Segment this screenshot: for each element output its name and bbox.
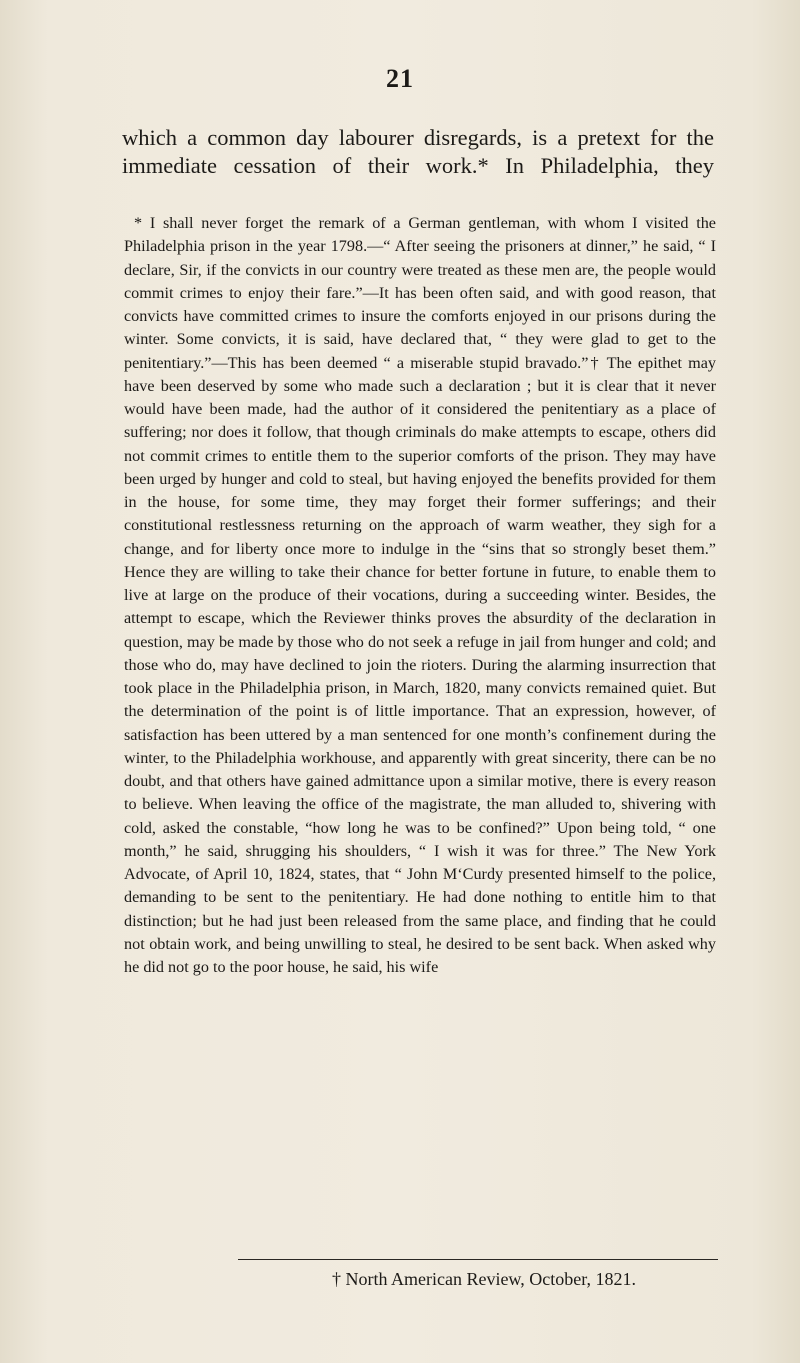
bottom-footnote: † North American Review, October, 1821. — [331, 1269, 637, 1289]
footnote — [124, 212, 716, 979]
footnote-paragraph: * I shall never forget the remark of a German gentleman, with whom I visited the Philadelphia prison in the year 1798.—“ After seeing the prisoners at dinner,” he said, “ I declare, Sir, if the convicts in our country were treated as these men are, the people would commit crimes to enjoy their fare.”—It has been often said, and with good reason, that convicts have committed crimes to insure the comforts enjoyed in our prisons during the winter. Some convicts, it is said, have declared that, “ they were glad to get to the penitentiary.”—This has been deemed “ a miserable stupid bravado.”† The epithet may have been deserved by some who made such a declaration ; but it is clear that it never would have been made, had the author of it considered the penitentiary as a place of suffering; nor does it follow, that though criminals do make attempts to escape, others did not commit crimes to entitle them to the superior comforts of the prison. They may have been urged by hunger and cold to steal, but having enjoyed the benefits provided for them in the house, for some time, they may forget their former sufferings; and their constitutional restlessness returning on the approach of warm weather, they sigh for a change, and for liberty once more to indulge in the “sins that so strongly beset them.” Hence they are willing to take their chance for better fortune in future, to enable them to live at large on the produce of their vocations, during a succeeding winter. Besides, the attempt to escape, which the Reviewer thinks proves the absurdity of the declaration in question, may be made by those who do not seek a refuge in jail from hunger and cold; and those who do, may have declined to join the rioters. During the alarming insurrection that took place in the Philadelphia prison, in March, 1820, many convicts remained quiet. But the determination of the point is of little importance. That an expression, however, of satisfaction has been uttered by a man sentenced for one month’s confinement during the winter, to the Philadelphia workhouse, and apparently with great sincerity, there can be no doubt, and that others have gained admittance upon a similar motive, there is every reason to believe. When leaving the office of the magistrate, the man alluded to, shivering with cold, asked the constable, “how long he was to be confined?” Upon being told, “ one month,” he said, shrugging his shoulders, “ I wish it was for three.” The New York Advocate, of April 10, 1824, states, that “ John M‘Curdy presented himself to the police, demanding to be sent to the penitentiary. He had done nothing to entitle him to that distinction; but he had just been released from the same place, and finding that he could not obtain work, and being unwilling to steal, he desired to be sent back. When asked why he did not go to the poor house, he said, his wife — [124, 214, 716, 976]
footnote-divider — [238, 1259, 718, 1260]
page-number: 21 — [386, 64, 414, 93]
body-paragraph: which a common day labourer disregards, is a pretext for the immediate cessation of their work.* In Philadelphia, they — [122, 125, 714, 178]
body-text — [122, 124, 714, 180]
